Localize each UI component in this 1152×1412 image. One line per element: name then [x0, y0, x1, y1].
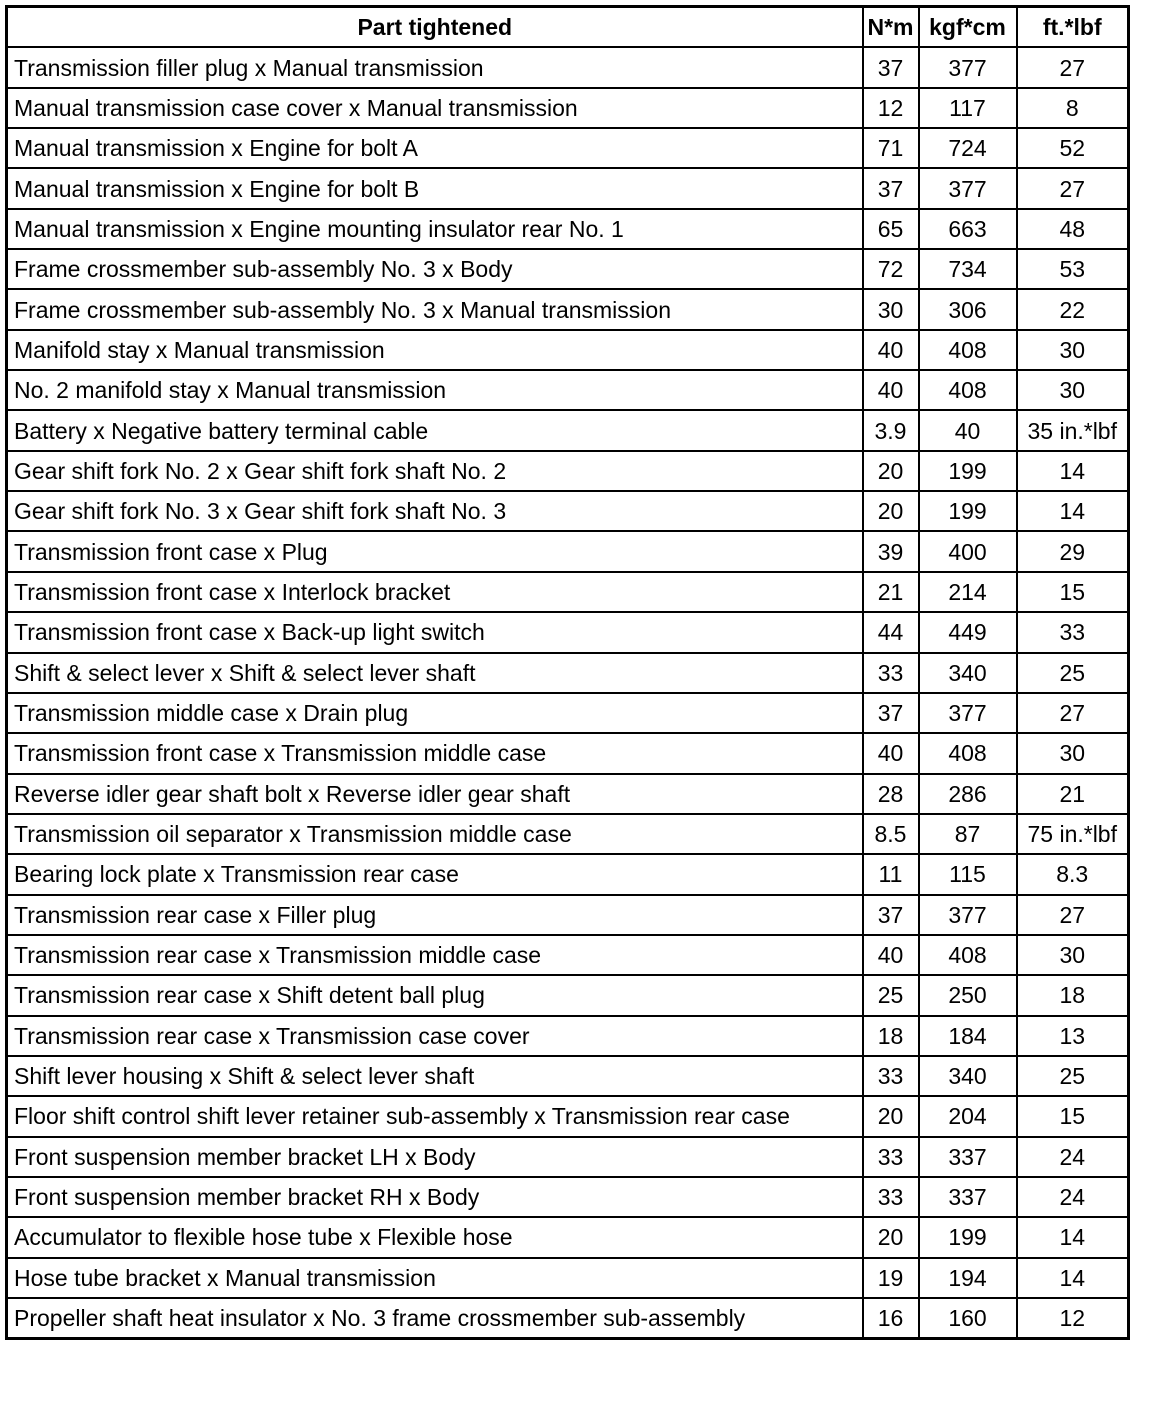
ft-lbf-cell: 15 [1017, 1096, 1129, 1136]
kgf-cm-cell: 40 [919, 410, 1017, 450]
table-row [7, 168, 1129, 208]
ft-lbf-cell: 35 in.*lbf [1017, 410, 1129, 450]
nm-cell: 65 [863, 209, 919, 249]
part-cell: Transmission rear case x Filler plug [7, 895, 863, 935]
ft-lbf-cell: 21 [1017, 774, 1129, 814]
kgf-cm-cell: 734 [919, 249, 1017, 289]
nm-cell: 3.9 [863, 410, 919, 450]
ft-lbf-cell: 25 [1017, 653, 1129, 693]
part-cell: Transmission front case x Transmission middle case [7, 733, 863, 773]
header-newton-meter: N*m [863, 7, 919, 48]
nm-cell: 20 [863, 451, 919, 491]
nm-cell: 37 [863, 895, 919, 935]
table-row [7, 1298, 1129, 1339]
kgf-cm-cell: 184 [919, 1016, 1017, 1056]
table-row [7, 733, 1129, 773]
table-row [7, 370, 1129, 410]
nm-cell: 40 [863, 733, 919, 773]
ft-lbf-cell: 27 [1017, 168, 1129, 208]
kgf-cm-cell: 115 [919, 854, 1017, 894]
table-body [7, 47, 1129, 1339]
ft-lbf-cell: 14 [1017, 491, 1129, 531]
kgf-cm-cell: 250 [919, 975, 1017, 1015]
kgf-cm-cell: 377 [919, 895, 1017, 935]
table-row [7, 774, 1129, 814]
nm-cell: 28 [863, 774, 919, 814]
part-cell: Propeller shaft heat insulator x No. 3 frame crossmember sub-assembly [7, 1298, 863, 1339]
ft-lbf-cell: 25 [1017, 1056, 1129, 1096]
kgf-cm-cell: 663 [919, 209, 1017, 249]
part-cell: Reverse idler gear shaft bolt x Reverse idler gear shaft [7, 774, 863, 814]
nm-cell: 16 [863, 1298, 919, 1339]
table-row [7, 895, 1129, 935]
ft-lbf-cell: 24 [1017, 1137, 1129, 1177]
header-kgf-cm: kgf*cm [919, 7, 1017, 48]
kgf-cm-cell: 377 [919, 693, 1017, 733]
ft-lbf-cell: 15 [1017, 572, 1129, 612]
nm-cell: 40 [863, 370, 919, 410]
table-row [7, 975, 1129, 1015]
ft-lbf-cell: 30 [1017, 370, 1129, 410]
nm-cell: 33 [863, 653, 919, 693]
nm-cell: 19 [863, 1258, 919, 1298]
header-ft-lbf: ft.*lbf [1017, 7, 1129, 48]
part-cell: Gear shift fork No. 2 x Gear shift fork shaft No. 2 [7, 451, 863, 491]
table-row [7, 1177, 1129, 1217]
part-cell: Accumulator to flexible hose tube x Flexible hose [7, 1217, 863, 1257]
nm-cell: 71 [863, 128, 919, 168]
nm-cell: 21 [863, 572, 919, 612]
part-cell: Manifold stay x Manual transmission [7, 330, 863, 370]
ft-lbf-cell: 22 [1017, 289, 1129, 329]
table-row [7, 653, 1129, 693]
table-row [7, 572, 1129, 612]
part-cell: Transmission front case x Back-up light switch [7, 612, 863, 652]
table-row [7, 1258, 1129, 1298]
kgf-cm-cell: 204 [919, 1096, 1017, 1136]
header-part-tightened: Part tightened [7, 7, 863, 48]
part-cell: Frame crossmember sub-assembly No. 3 x Manual transmission [7, 289, 863, 329]
nm-cell: 20 [863, 491, 919, 531]
table-row [7, 1056, 1129, 1096]
part-cell: Transmission filler plug x Manual transmission [7, 47, 863, 87]
kgf-cm-cell: 214 [919, 572, 1017, 612]
table-row [7, 1217, 1129, 1257]
table-row [7, 1096, 1129, 1136]
nm-cell: 33 [863, 1137, 919, 1177]
kgf-cm-cell: 400 [919, 531, 1017, 571]
kgf-cm-cell: 199 [919, 451, 1017, 491]
part-cell: Shift lever housing x Shift & select lever shaft [7, 1056, 863, 1096]
part-cell: Battery x Negative battery terminal cable [7, 410, 863, 450]
kgf-cm-cell: 377 [919, 47, 1017, 87]
ft-lbf-cell: 14 [1017, 1217, 1129, 1257]
nm-cell: 37 [863, 693, 919, 733]
part-cell: Transmission front case x Plug [7, 531, 863, 571]
table-row [7, 330, 1129, 370]
table-row [7, 612, 1129, 652]
kgf-cm-cell: 199 [919, 491, 1017, 531]
table-header [7, 7, 1129, 48]
nm-cell: 72 [863, 249, 919, 289]
ft-lbf-cell: 29 [1017, 531, 1129, 571]
kgf-cm-cell: 340 [919, 1056, 1017, 1096]
nm-cell: 25 [863, 975, 919, 1015]
table-row [7, 289, 1129, 329]
part-cell: Floor shift control shift lever retainer sub-assembly x Transmission rear case [7, 1096, 863, 1136]
part-cell: Transmission rear case x Transmission case cover [7, 1016, 863, 1056]
part-cell: Transmission rear case x Transmission middle case [7, 935, 863, 975]
part-cell: Transmission rear case x Shift detent ball plug [7, 975, 863, 1015]
ft-lbf-cell: 75 in.*lbf [1017, 814, 1129, 854]
nm-cell: 40 [863, 330, 919, 370]
nm-cell: 37 [863, 47, 919, 87]
nm-cell: 33 [863, 1177, 919, 1217]
kgf-cm-cell: 408 [919, 935, 1017, 975]
kgf-cm-cell: 194 [919, 1258, 1017, 1298]
nm-cell: 40 [863, 935, 919, 975]
ft-lbf-cell: 33 [1017, 612, 1129, 652]
table-row [7, 814, 1129, 854]
table-row [7, 1016, 1129, 1056]
nm-cell: 12 [863, 88, 919, 128]
kgf-cm-cell: 408 [919, 330, 1017, 370]
nm-cell: 20 [863, 1096, 919, 1136]
ft-lbf-cell: 24 [1017, 1177, 1129, 1217]
part-cell: Front suspension member bracket RH x Body [7, 1177, 863, 1217]
part-cell: Bearing lock plate x Transmission rear case [7, 854, 863, 894]
table-row [7, 935, 1129, 975]
part-cell: Manual transmission x Engine mounting insulator rear No. 1 [7, 209, 863, 249]
table-row [7, 1137, 1129, 1177]
part-cell: Shift & select lever x Shift & select lever shaft [7, 653, 863, 693]
torque-spec-table [5, 5, 1130, 1340]
ft-lbf-cell: 30 [1017, 733, 1129, 773]
kgf-cm-cell: 286 [919, 774, 1017, 814]
table-row [7, 410, 1129, 450]
kgf-cm-cell: 337 [919, 1137, 1017, 1177]
ft-lbf-cell: 8 [1017, 88, 1129, 128]
header-row [7, 7, 1129, 48]
part-cell: Hose tube bracket x Manual transmission [7, 1258, 863, 1298]
nm-cell: 37 [863, 168, 919, 208]
kgf-cm-cell: 337 [919, 1177, 1017, 1217]
ft-lbf-cell: 30 [1017, 330, 1129, 370]
nm-cell: 33 [863, 1056, 919, 1096]
torque-spec-table-container [5, 5, 1127, 1340]
table-row [7, 209, 1129, 249]
part-cell: Manual transmission x Engine for bolt A [7, 128, 863, 168]
kgf-cm-cell: 340 [919, 653, 1017, 693]
part-cell: Transmission front case x Interlock bracket [7, 572, 863, 612]
ft-lbf-cell: 27 [1017, 47, 1129, 87]
table-row [7, 531, 1129, 571]
ft-lbf-cell: 14 [1017, 451, 1129, 491]
nm-cell: 39 [863, 531, 919, 571]
nm-cell: 18 [863, 1016, 919, 1056]
nm-cell: 30 [863, 289, 919, 329]
kgf-cm-cell: 408 [919, 733, 1017, 773]
ft-lbf-cell: 52 [1017, 128, 1129, 168]
nm-cell: 11 [863, 854, 919, 894]
part-cell: Gear shift fork No. 3 x Gear shift fork shaft No. 3 [7, 491, 863, 531]
ft-lbf-cell: 12 [1017, 1298, 1129, 1339]
kgf-cm-cell: 449 [919, 612, 1017, 652]
kgf-cm-cell: 199 [919, 1217, 1017, 1257]
table-row [7, 491, 1129, 531]
ft-lbf-cell: 30 [1017, 935, 1129, 975]
ft-lbf-cell: 13 [1017, 1016, 1129, 1056]
nm-cell: 8.5 [863, 814, 919, 854]
kgf-cm-cell: 724 [919, 128, 1017, 168]
table-row [7, 249, 1129, 289]
ft-lbf-cell: 18 [1017, 975, 1129, 1015]
part-cell: Manual transmission x Engine for bolt B [7, 168, 863, 208]
nm-cell: 20 [863, 1217, 919, 1257]
ft-lbf-cell: 27 [1017, 693, 1129, 733]
ft-lbf-cell: 27 [1017, 895, 1129, 935]
kgf-cm-cell: 306 [919, 289, 1017, 329]
table-row [7, 128, 1129, 168]
part-cell: Transmission middle case x Drain plug [7, 693, 863, 733]
part-cell: Manual transmission case cover x Manual transmission [7, 88, 863, 128]
table-row [7, 693, 1129, 733]
ft-lbf-cell: 8.3 [1017, 854, 1129, 894]
kgf-cm-cell: 377 [919, 168, 1017, 208]
kgf-cm-cell: 117 [919, 88, 1017, 128]
part-cell: Frame crossmember sub-assembly No. 3 x Body [7, 249, 863, 289]
part-cell: Front suspension member bracket LH x Body [7, 1137, 863, 1177]
kgf-cm-cell: 408 [919, 370, 1017, 410]
table-row [7, 854, 1129, 894]
table-row [7, 451, 1129, 491]
ft-lbf-cell: 48 [1017, 209, 1129, 249]
nm-cell: 44 [863, 612, 919, 652]
ft-lbf-cell: 14 [1017, 1258, 1129, 1298]
part-cell: No. 2 manifold stay x Manual transmission [7, 370, 863, 410]
part-cell: Transmission oil separator x Transmission middle case [7, 814, 863, 854]
kgf-cm-cell: 87 [919, 814, 1017, 854]
table-row [7, 88, 1129, 128]
kgf-cm-cell: 160 [919, 1298, 1017, 1339]
table-row [7, 47, 1129, 87]
ft-lbf-cell: 53 [1017, 249, 1129, 289]
